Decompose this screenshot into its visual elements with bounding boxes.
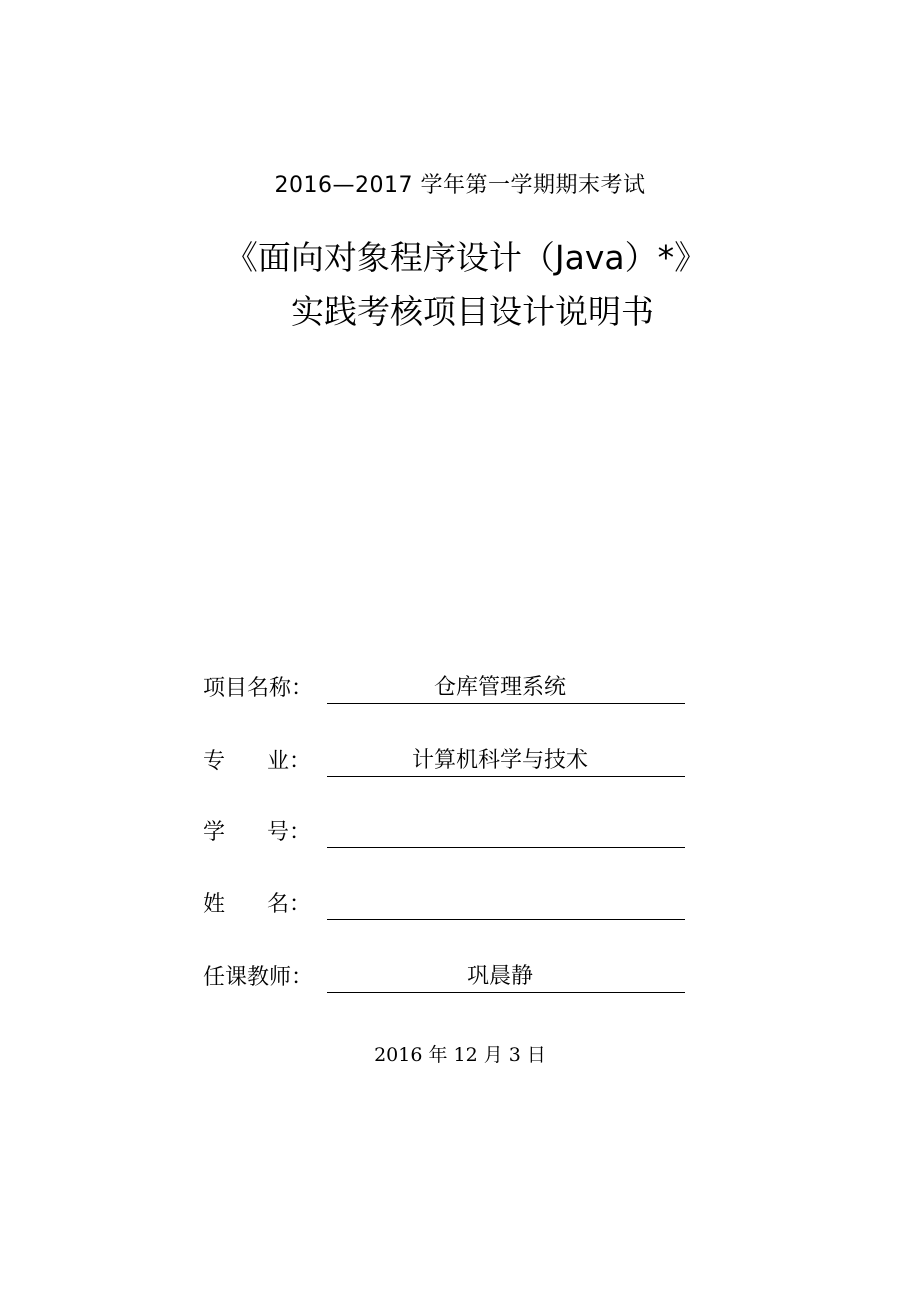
field-underline [327,742,685,777]
field-value: 仓库管理系统 [433,675,566,700]
document-title-line2: 实践考核项目设计说明书 [291,292,654,331]
field-underline [327,669,685,704]
field-underline [327,958,685,993]
field-label: 专 业： [203,749,311,774]
field-value: 巩晨静 [466,964,533,989]
field-underline [327,813,685,848]
field-label: 项目名称： [203,676,314,701]
field-major [203,743,685,777]
field-value: 计算机科学与技术 [411,748,588,773]
field-name [203,886,685,920]
field-label: 学 号： [203,820,311,845]
field-label: 任课教师： [203,965,314,990]
document-date: 2016 年 12 月 3 日 [374,1044,546,1066]
field-project-name [203,670,685,704]
field-label: 姓 名： [203,892,311,917]
exam-term-heading: 2016—2017 学年第一学期期末考试 [274,173,646,198]
field-underline [327,885,685,920]
field-instructor [203,959,685,993]
document-title-line1: 《面向对象程序设计（Java）*》 [224,238,708,277]
field-student-id [203,814,685,848]
